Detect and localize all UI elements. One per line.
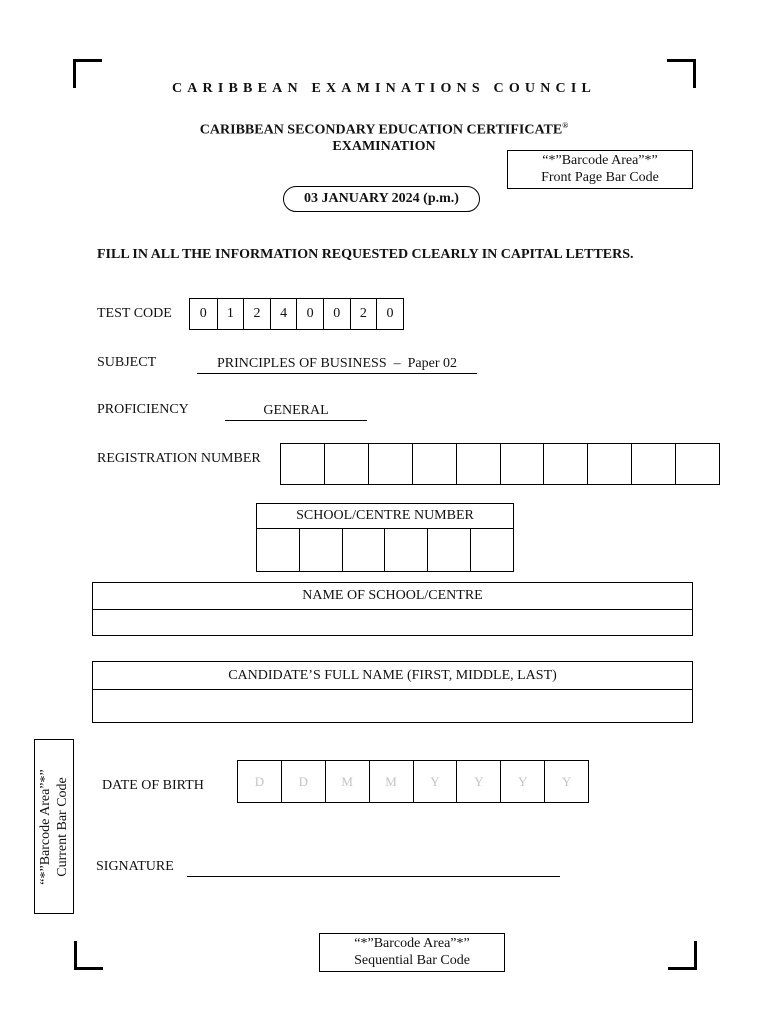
school-name-box [92,582,693,636]
registration-number-box[interactable] [456,444,500,484]
test-code-digit: 1 [217,299,244,329]
dob-year-box[interactable]: Y [500,761,544,802]
test-code-digit: 0 [323,299,350,329]
dob-day-box[interactable]: D [281,761,325,802]
registration-number-box[interactable] [543,444,587,484]
registration-number-box[interactable] [675,444,719,484]
test-code-digit: 0 [296,299,323,329]
dob-month-box[interactable]: M [369,761,413,802]
candidate-name-label: CANDIDATE’S FULL NAME (FIRST, MIDDLE, LAST) [93,662,692,690]
front-page-barcode-area [507,150,693,189]
school-centre-number-box[interactable] [427,529,470,572]
proficiency-label: PROFICIENCY [97,402,189,417]
front-page-barcode-label: Front Page Bar Code [541,170,659,185]
test-code-label: TEST CODE [97,306,172,321]
school-centre-number-box[interactable] [299,529,342,572]
school-centre-number-box[interactable] [470,529,513,572]
barcode-area-label: “*”Barcode Area”*” [38,768,53,885]
proficiency-value: GENERAL [225,402,367,421]
school-centre-number-label: SCHOOL/CENTRE NUMBER [257,504,513,529]
date-of-birth-label: DATE OF BIRTH [102,778,204,793]
sequential-barcode-label: Sequential Bar Code [354,953,470,968]
school-centre-number-box[interactable] [257,529,299,572]
test-code-digit: 0 [376,299,403,329]
barcode-area-label: “*”Barcode Area”*” [542,153,658,168]
test-code-grid [189,298,404,330]
signature-line[interactable] [187,876,560,877]
registration-number-box[interactable] [587,444,631,484]
test-code-digit: 0 [199,306,207,321]
subject-label: SUBJECT [97,355,157,370]
registration-number-box[interactable] [324,444,368,484]
dob-day-box[interactable]: D [254,774,265,789]
subject-value: PRINCIPLES OF BUSINESS – Paper 02 [197,355,477,374]
registration-number-box[interactable] [281,444,324,484]
corner-mark-bottom-right [668,941,697,970]
barcode-area-label: “*”Barcode Area”*” [354,936,470,951]
dob-year-box[interactable]: Y [544,761,588,802]
registration-number-label: REGISTRATION NUMBER [97,451,261,466]
corner-mark-bottom-left [74,941,103,970]
current-barcode-area [34,739,74,914]
registration-number-box[interactable] [500,444,544,484]
signature-label: SIGNATURE [96,859,174,874]
test-code-digit: 2 [243,299,270,329]
current-barcode-label: Current Bar Code [55,776,70,877]
registration-number-box[interactable] [631,444,675,484]
certificate-name: CARIBBEAN SECONDARY EDUCATION CERTIFICATE [199,122,563,138]
school-name-field[interactable] [93,610,692,636]
dob-year-box[interactable]: Y [456,761,500,802]
dob-month-box[interactable]: M [325,761,369,802]
test-code-digit: 4 [270,299,297,329]
dob-year-box[interactable]: Y [413,761,457,802]
school-centre-number-grid [256,503,514,572]
candidate-name-box [92,661,693,723]
school-name-label: NAME OF SCHOOL/CENTRE [93,583,692,610]
instruction-text: FILL IN ALL THE INFORMATION REQUESTED CLEARLY IN CAPITAL LETTERS. [97,247,634,262]
school-centre-number-box[interactable] [384,529,427,572]
school-centre-number-box[interactable] [342,529,385,572]
registered-mark: ® [562,121,569,130]
date-of-birth-grid [237,760,589,803]
council-title: CARIBBEAN EXAMINATIONS COUNCIL [171,81,597,96]
exam-date-badge: 03 JANUARY 2024 (p.m.) [283,186,480,212]
registration-number-box[interactable] [412,444,456,484]
registration-number-box[interactable] [368,444,412,484]
sequential-barcode-area [319,933,505,972]
examination-label: EXAMINATION [332,138,436,154]
registration-number-grid [280,443,720,485]
test-code-digit: 2 [350,299,377,329]
candidate-name-field[interactable] [93,690,692,721]
